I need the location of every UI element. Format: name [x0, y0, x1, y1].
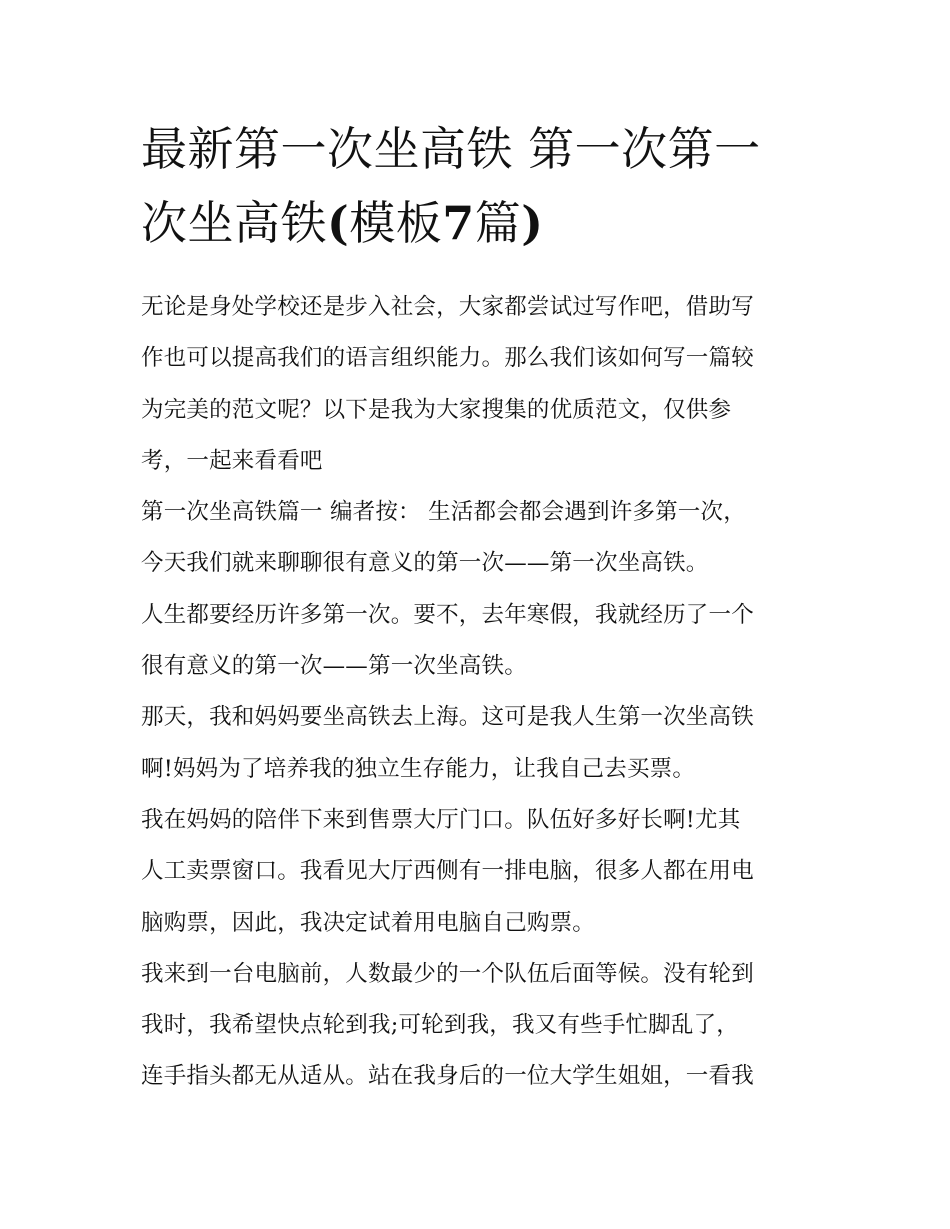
document-title: [141, 112, 813, 260]
text-line: 考，一起来看看吧: [141, 447, 323, 474]
text-line: 啊!妈妈为了培养我的独立生存能力，让我自己去买票。: [141, 755, 696, 782]
text-line: 无论是身处学校还是步入社会，大家都尝试过写作吧，借助写: [141, 294, 754, 320]
text-line: 第一次坐高铁篇一 编者按： 生活都会都会遇到许多第一次，: [141, 499, 746, 526]
text-line: 人生都要经历许多第一次。要不，去年寒假，我就经历了一个: [141, 601, 754, 628]
text-line: 很有意义的第一次——第一次坐高铁。: [141, 653, 527, 680]
title-line: 次坐高铁(模板7篇): [141, 196, 544, 250]
text-line: 作也可以提高我们的语言组织能力。那么我们该如何写一篇较: [141, 345, 754, 372]
text-line: 人工卖票窗口。我看见大厅西侧有一排电脑，很多人都在用电: [141, 858, 754, 885]
text-line: 我来到一台电脑前，人数最少的一个队伍后面等候。没有轮到: [141, 960, 754, 987]
text-line: 我在妈妈的陪伴下来到售票大厅门口。队伍好多好长啊!尤其: [141, 806, 741, 833]
document-body: [141, 282, 813, 1103]
text-line: 为完美的范文呢？以下是我为大家搜集的优质范文，仅供参: [141, 396, 732, 423]
text-line: 那天，我和妈妈要坐高铁去上海。这可是我人生第一次坐高铁: [141, 704, 754, 731]
text-line: 连手指头都无从适从。站在我身后的一位大学生姐姐，一看我: [141, 1063, 754, 1090]
text-line: 今天我们就来聊聊很有意义的第一次——第一次坐高铁。: [141, 550, 709, 577]
title-line: 最新第一次坐高铁 第一次第一: [141, 122, 761, 176]
document-content: [141, 112, 813, 1103]
text-line: 我时，我希望快点轮到我;可轮到我，我又有些手忙脚乱了，: [141, 1012, 739, 1039]
text-line: 脑购票，因此，我决定试着用电脑自己购票。: [141, 909, 596, 936]
